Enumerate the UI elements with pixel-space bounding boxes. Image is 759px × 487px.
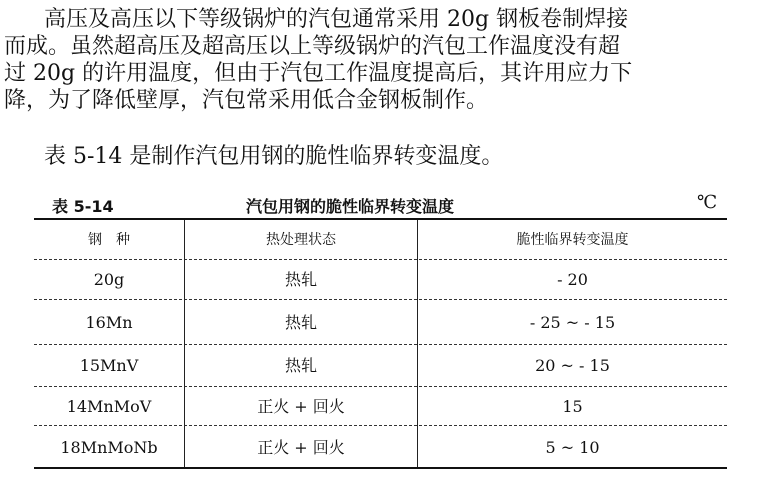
intro-line: 高压及高压以下等级锅炉的汽包通常采用 20g 钢板卷制焊接 [44, 7, 629, 32]
table-bottom-rule [34, 467, 727, 469]
cell-treatment: 热轧 [284, 356, 317, 375]
table-rule [34, 386, 727, 387]
cell-temperature: - 25 ~ - 15 [529, 313, 616, 332]
cell-steel: 18MnMoNb [60, 438, 158, 457]
table-number: 表 5-14 [52, 197, 114, 216]
cell-temperature: 5 ~ 10 [545, 438, 600, 457]
cell-temperature: 20 ~ - 15 [535, 356, 610, 375]
table-rule [34, 299, 727, 300]
table-rule [34, 259, 727, 260]
cell-steel: 14MnMoV [66, 397, 152, 416]
table-caption [0, 192, 759, 216]
cell-steel: 15MnV [79, 356, 139, 375]
intro-line: 而成。虽然超高压及超高压以上等级锅炉的汽包工作温度没有超 [4, 34, 621, 59]
cell-steel: 16Mn [85, 313, 133, 332]
header-treatment: 热处理状态 [266, 232, 336, 248]
cell-steel: 20g [93, 270, 125, 289]
cell-treatment: 正火 + 回火 [257, 438, 345, 457]
header-steel: 钢 种 [88, 232, 130, 248]
cell-treatment: 正火 + 回火 [257, 397, 345, 416]
header-temperature: 脆性临界转变温度 [516, 232, 629, 248]
cell-temperature: - 20 [557, 270, 588, 289]
table-reference-paragraph: 表 5-14 是制作汽包用钢的脆性临界转变温度。 [44, 144, 504, 169]
intro-paragraph [0, 6, 759, 114]
intro-line: 过 20g 的许用温度，但由于汽包工作温度提高后，其许用应力下 [4, 61, 633, 86]
table-rule [34, 344, 727, 345]
cell-temperature: 15 [562, 397, 583, 416]
cell-treatment: 热轧 [284, 270, 317, 289]
table-unit: ℃ [697, 192, 718, 213]
table-column-divider [417, 220, 418, 467]
table-rule [34, 425, 727, 426]
table-title: 汽包用钢的脆性临界转变温度 [246, 197, 455, 216]
table-top-rule [34, 218, 727, 220]
table-column-divider [184, 220, 185, 467]
cell-treatment: 热轧 [284, 313, 317, 332]
intro-line: 降，为了降低壁厚，汽包常采用低合金钢板制作。 [4, 88, 489, 113]
